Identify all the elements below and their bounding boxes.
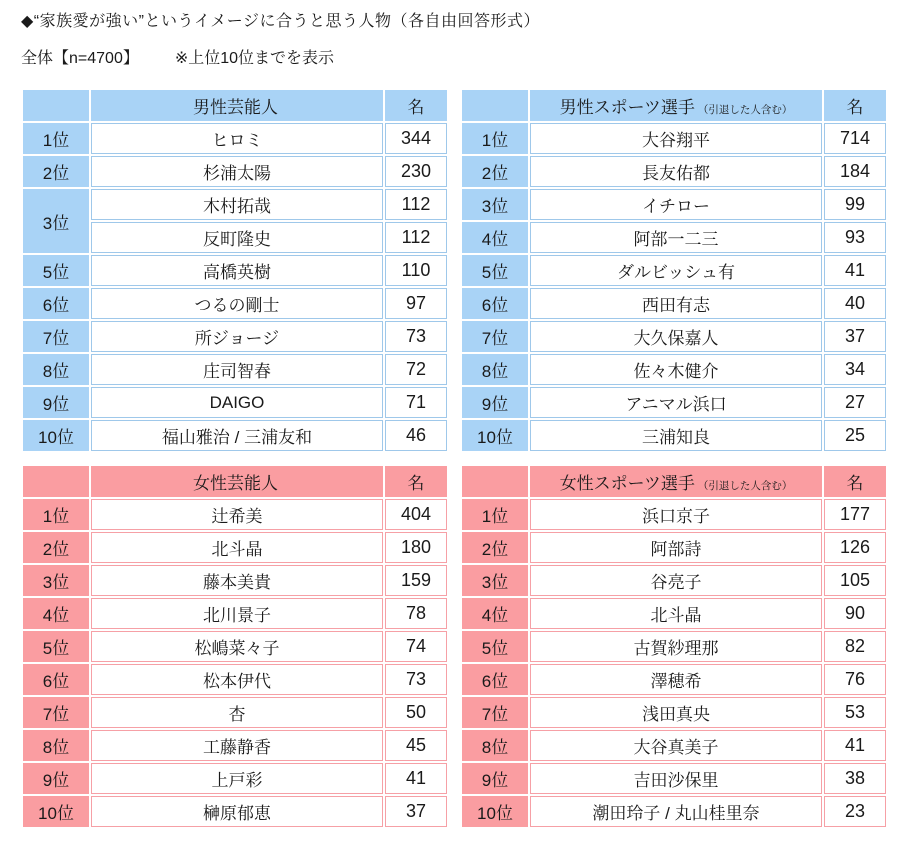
table-body (462, 499, 886, 827)
rank-cell: 10位 (23, 420, 89, 451)
table-row (462, 321, 886, 352)
name-cell: 上戸彩 (91, 763, 383, 794)
count-cell: 53 (824, 697, 886, 728)
table-row (23, 354, 447, 385)
category-header (530, 466, 822, 497)
rank-cell: 7位 (23, 321, 89, 352)
count-cell: 90 (824, 598, 886, 629)
name-cell: 木村拓哉 (91, 189, 383, 220)
category-header (91, 90, 383, 121)
count-cell: 159 (385, 565, 447, 596)
table-row (23, 631, 447, 662)
count-cell: 110 (385, 255, 447, 286)
table-row (462, 631, 886, 662)
table-row (462, 354, 886, 385)
name-cell: 工藤静香 (91, 730, 383, 761)
table-male-athletes (460, 88, 888, 453)
rank-cell: 2位 (462, 156, 528, 187)
rank-cell: 5位 (462, 631, 528, 662)
name-cell: 浜口京子 (530, 499, 822, 530)
count-cell: 37 (824, 321, 886, 352)
name-cell: 高橋英樹 (91, 255, 383, 286)
rank-cell: 1位 (23, 123, 89, 154)
name-cell: 大久保嘉人 (530, 321, 822, 352)
rank-header-cell (23, 90, 89, 121)
count-cell: 184 (824, 156, 886, 187)
name-cell: ヒロミ (91, 123, 383, 154)
header-row (23, 90, 447, 121)
table-female-athletes (460, 464, 888, 829)
table-row (462, 387, 886, 418)
count-cell: 25 (824, 420, 886, 451)
table-male-celebrities (21, 88, 449, 453)
table-row (23, 697, 447, 728)
table-row (462, 697, 886, 728)
count-cell: 27 (824, 387, 886, 418)
table-row (23, 255, 447, 286)
rank-cell: 4位 (462, 598, 528, 629)
name-cell: 三浦知良 (530, 420, 822, 451)
rank-cell: 8位 (23, 354, 89, 385)
table-row (462, 288, 886, 319)
rank-cell: 5位 (462, 255, 528, 286)
name-cell: つるの剛士 (91, 288, 383, 319)
count-cell: 41 (385, 763, 447, 794)
name-cell: 福山雅治 / 三浦友和 (91, 420, 383, 451)
table-row (23, 123, 447, 154)
count-cell: 82 (824, 631, 886, 662)
table-row (462, 532, 886, 563)
category-note: （引退した人含む） (697, 480, 793, 492)
rank-cell: 4位 (462, 222, 528, 253)
name-cell: 反町隆史 (91, 222, 383, 253)
rank-header-cell (23, 466, 89, 497)
name-cell: イチロー (530, 189, 822, 220)
name-cell: 澤穂希 (530, 664, 822, 695)
header-row (462, 466, 886, 497)
count-cell: 40 (824, 288, 886, 319)
rank-cell: 5位 (23, 255, 89, 286)
category-header (530, 90, 822, 121)
name-cell: 大谷真美子 (530, 730, 822, 761)
name-cell: 古賀紗理那 (530, 631, 822, 662)
table-row (23, 763, 447, 794)
name-cell: アニマル浜口 (530, 387, 822, 418)
page-header (0, 0, 900, 69)
count-cell: 73 (385, 664, 447, 695)
count-unit-header: 名 (385, 466, 447, 497)
count-cell: 41 (824, 255, 886, 286)
rank-cell: 7位 (23, 697, 89, 728)
name-cell: 北斗晶 (91, 532, 383, 563)
count-cell: 97 (385, 288, 447, 319)
table-body (23, 499, 447, 827)
name-cell: 潮田玲子 / 丸山桂里奈 (530, 796, 822, 827)
table-row (462, 222, 886, 253)
table-row (462, 730, 886, 761)
count-cell: 46 (385, 420, 447, 451)
rank-cell: 6位 (462, 664, 528, 695)
rank-cell: 7位 (462, 697, 528, 728)
table-row (462, 664, 886, 695)
table-row (23, 420, 447, 451)
name-cell: DAIGO (91, 387, 383, 418)
rank-cell: 1位 (462, 123, 528, 154)
rank-cell: 8位 (462, 354, 528, 385)
name-cell: 谷亮子 (530, 565, 822, 596)
rank-cell: 6位 (462, 288, 528, 319)
name-cell: 藤本美貴 (91, 565, 383, 596)
rank-cell: 9位 (23, 763, 89, 794)
category-label: 女性芸能人 (193, 474, 278, 493)
table-row (462, 123, 886, 154)
table-row (23, 321, 447, 352)
table-row (23, 598, 447, 629)
count-cell: 71 (385, 387, 447, 418)
name-cell: 庄司智春 (91, 354, 383, 385)
rank-cell: 10位 (23, 796, 89, 827)
name-cell: 北川景子 (91, 598, 383, 629)
rank-cell: 8位 (23, 730, 89, 761)
name-cell: 杉浦太陽 (91, 156, 383, 187)
rank-cell: 3位 (462, 189, 528, 220)
table-row (23, 499, 447, 530)
rank-cell: 9位 (23, 387, 89, 418)
table-body (23, 123, 447, 451)
table-row (462, 499, 886, 530)
name-cell: 大谷翔平 (530, 123, 822, 154)
rank-cell: 4位 (23, 598, 89, 629)
name-cell: 長友佑都 (530, 156, 822, 187)
name-cell: ダルビッシュ有 (530, 255, 822, 286)
count-cell: 72 (385, 354, 447, 385)
name-cell: 榊原郁恵 (91, 796, 383, 827)
name-cell: 阿部詩 (530, 532, 822, 563)
count-cell: 93 (824, 222, 886, 253)
rank-cell: 6位 (23, 288, 89, 319)
count-unit-header: 名 (385, 90, 447, 121)
category-note: （引退した人含む） (697, 104, 793, 116)
rank-cell: 6位 (23, 664, 89, 695)
category-label: 男性スポーツ選手 (559, 98, 695, 117)
count-cell: 180 (385, 532, 447, 563)
count-cell: 73 (385, 321, 447, 352)
rank-cell: 7位 (462, 321, 528, 352)
count-cell: 404 (385, 499, 447, 530)
category-header (91, 466, 383, 497)
count-cell: 126 (824, 532, 886, 563)
count-cell: 34 (824, 354, 886, 385)
table-row (462, 565, 886, 596)
count-cell: 76 (824, 664, 886, 695)
rank-cell: 3位 (23, 565, 89, 596)
rank-header-cell (462, 466, 528, 497)
count-cell: 78 (385, 598, 447, 629)
rank-cell: 1位 (462, 499, 528, 530)
rank-cell: 1位 (23, 499, 89, 530)
count-cell: 344 (385, 123, 447, 154)
table-row (23, 565, 447, 596)
count-cell: 41 (824, 730, 886, 761)
count-cell: 23 (824, 796, 886, 827)
count-cell: 99 (824, 189, 886, 220)
table-row (23, 532, 447, 563)
rank-cell: 2位 (23, 156, 89, 187)
name-cell: 佐々木健介 (530, 354, 822, 385)
count-unit-header: 名 (824, 90, 886, 121)
table-row (462, 156, 886, 187)
name-cell: 松本伊代 (91, 664, 383, 695)
count-cell: 230 (385, 156, 447, 187)
name-cell: 所ジョージ (91, 321, 383, 352)
rank-cell: 8位 (462, 730, 528, 761)
table-row (23, 189, 447, 220)
table-row (462, 420, 886, 451)
table-row (462, 255, 886, 286)
display-note: ※上位10位までを表示 (174, 50, 335, 67)
table-row (23, 156, 447, 187)
name-cell: 吉田沙保里 (530, 763, 822, 794)
table-row (462, 796, 886, 827)
name-cell: 辻希美 (91, 499, 383, 530)
table-body (462, 123, 886, 451)
count-unit-header: 名 (824, 466, 886, 497)
tables-grid (21, 88, 900, 829)
rank-cell: 3位 (23, 189, 89, 253)
header-row (23, 466, 447, 497)
rank-cell: 2位 (462, 532, 528, 563)
rank-header-cell (462, 90, 528, 121)
page-title: ◆“家族愛が強い”というイメージに合うと思う人物（各自由回答形式） (21, 13, 540, 30)
rank-cell: 5位 (23, 631, 89, 662)
name-cell: 浅田真央 (530, 697, 822, 728)
table-row (23, 387, 447, 418)
header-row (462, 90, 886, 121)
table-row (462, 763, 886, 794)
name-cell: 阿部一二三 (530, 222, 822, 253)
count-cell: 112 (385, 189, 447, 220)
count-cell: 38 (824, 763, 886, 794)
name-cell: 杏 (91, 697, 383, 728)
count-cell: 112 (385, 222, 447, 253)
page-subtitle (21, 49, 900, 69)
table-row (23, 288, 447, 319)
rank-cell: 10位 (462, 796, 528, 827)
table-row (23, 730, 447, 761)
rank-cell: 3位 (462, 565, 528, 596)
rank-cell: 2位 (23, 532, 89, 563)
rank-cell: 9位 (462, 387, 528, 418)
table-row (462, 189, 886, 220)
name-cell: 西田有志 (530, 288, 822, 319)
category-label: 女性スポーツ選手 (559, 474, 695, 493)
table-row (23, 664, 447, 695)
table-female-celebrities (21, 464, 449, 829)
count-cell: 177 (824, 499, 886, 530)
table-row (462, 598, 886, 629)
name-cell: 松嶋菜々子 (91, 631, 383, 662)
count-cell: 74 (385, 631, 447, 662)
count-cell: 105 (824, 565, 886, 596)
count-cell: 50 (385, 697, 447, 728)
count-cell: 45 (385, 730, 447, 761)
count-cell: 37 (385, 796, 447, 827)
sample-size: 全体【n=4700】 (21, 50, 139, 67)
count-cell: 714 (824, 123, 886, 154)
table-row (23, 796, 447, 827)
category-label: 男性芸能人 (193, 98, 278, 117)
name-cell: 北斗晶 (530, 598, 822, 629)
rank-cell: 9位 (462, 763, 528, 794)
rank-cell: 10位 (462, 420, 528, 451)
